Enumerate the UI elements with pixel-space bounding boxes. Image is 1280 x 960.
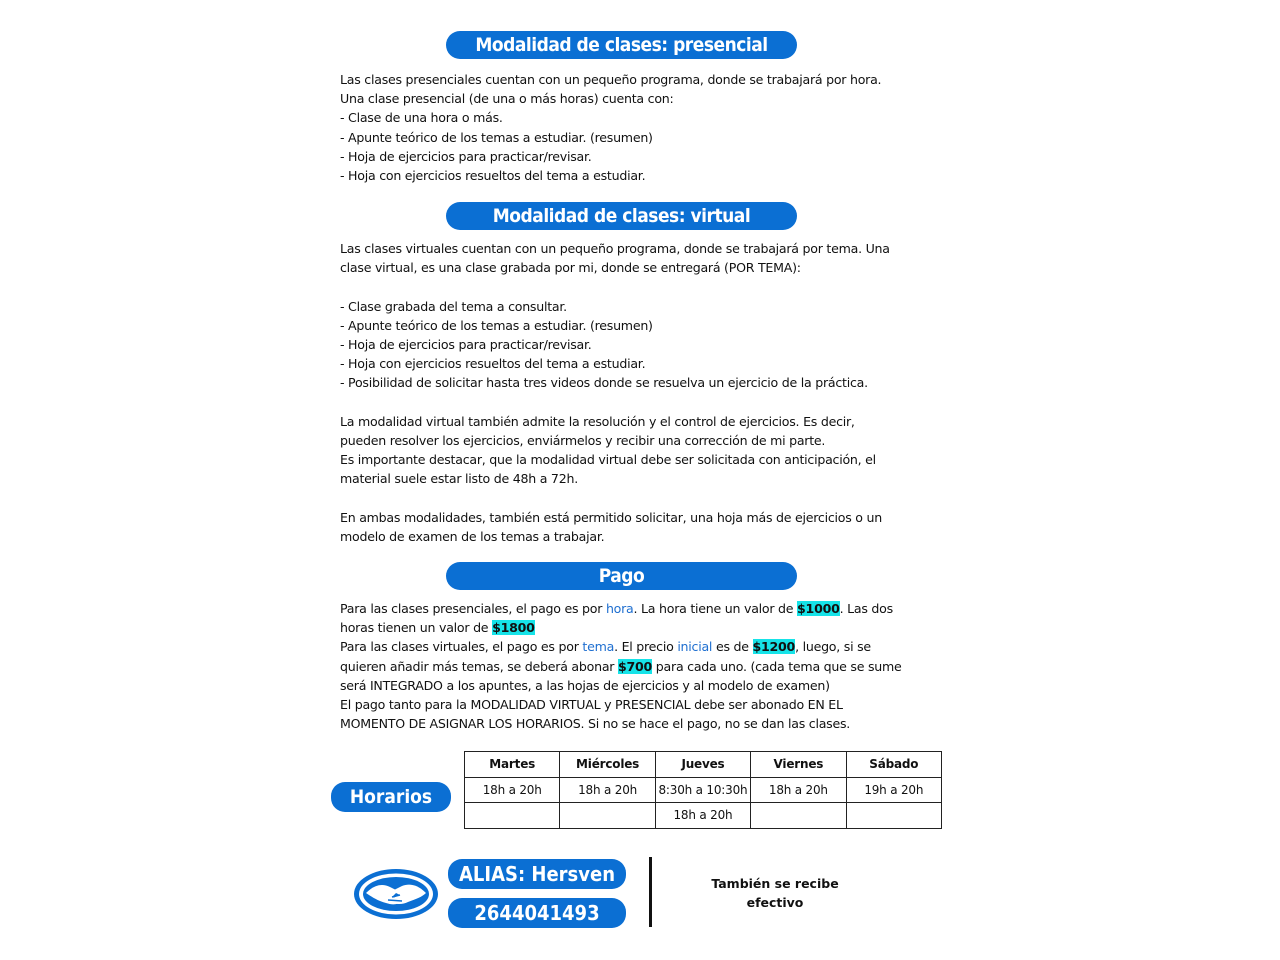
schedule-cell: 18h a 20h — [465, 777, 560, 803]
schedule-cell: 19h a 20h — [846, 777, 941, 803]
schedule-cell — [560, 803, 655, 829]
presencial-text — [340, 70, 920, 185]
cash-note: También se recibe efectivo — [711, 876, 839, 910]
price-hora: $1000 — [797, 601, 840, 616]
text-segment: Para las clases presenciales, el pago es por — [340, 601, 606, 616]
schedule-table — [464, 751, 942, 829]
pago-text — [340, 599, 920, 733]
text-line: Las clases presenciales cuentan con un pequeño programa, donde se trabajará por hora. — [340, 72, 882, 87]
schedule-cell: 18h a 20h — [655, 803, 750, 829]
price-dos-horas: $1800 — [492, 620, 535, 636]
text-line: - Clase de una hora o más. — [340, 110, 503, 126]
text-segment: para cada uno. (cada tema que se sume — [652, 658, 902, 674]
phone-badge: 2644041493 — [448, 898, 626, 928]
price-tema-extra: $700 — [617, 658, 653, 674]
day-sabado: Sábado — [846, 752, 941, 778]
schedule-cell: 18h a 20h — [560, 777, 655, 803]
price-inicial: $1200 — [752, 639, 796, 655]
text-line: - Clase grabada del tema a consultar. — [340, 298, 567, 314]
schedule-cell — [846, 803, 941, 829]
text-line: - Posibilidad de solicitar hasta tres videos donde se resuelva un ejercicio de la práctica. — [340, 375, 868, 391]
text-line — [340, 657, 920, 676]
day-miercoles: Miércoles — [560, 752, 655, 778]
text-line: material suele estar listo de 48h a 72h. — [340, 471, 578, 487]
text-segment: , luego, si se — [795, 639, 871, 655]
day-jueves: Jueves — [655, 752, 750, 778]
text-line: - Apunte teórico de los temas a estudiar. (resumen) — [340, 129, 653, 145]
schedule-cell: 8:30h a 10:30h — [655, 777, 750, 803]
keyword-inicial: inicial — [677, 639, 713, 655]
text-segment: . El precio — [614, 639, 678, 655]
text-line: En ambas modalidades, también está permitido solicitar, una hoja más de ejercicios o un — [340, 509, 882, 525]
keyword-tema: tema — [582, 639, 615, 655]
text-line: - Hoja con ejercicios resueltos del tema a estudiar. — [340, 168, 646, 184]
text-line: La modalidad virtual también admite la resolución y el control de ejercicios. Es decir, — [340, 413, 855, 429]
text-segment: es de — [712, 639, 753, 655]
table-header-row — [465, 752, 942, 778]
virtual-text — [340, 239, 920, 546]
text-line — [340, 277, 920, 296]
text-line: pueden resolver los ejercicios, enviármelos y recibir una corrección de mi parte. — [340, 433, 826, 448]
text-line: Las clases virtuales cuentan con un pequeño programa, donde se trabajará por tema. Una — [340, 241, 890, 256]
text-line: - Apunte teórico de los temas a estudiar. (resumen) — [340, 317, 653, 333]
text-line: clase virtual, es una clase grabada por mi, donde se entregará (POR TEMA): — [340, 260, 801, 276]
title-virtual: Modalidad de clases: virtual — [446, 202, 797, 230]
handshake-icon — [352, 867, 440, 921]
text-line — [340, 599, 920, 618]
table-row — [465, 803, 942, 829]
text-line — [340, 637, 920, 656]
text-segment: . Las dos — [839, 601, 893, 616]
text-segment: . La hora tiene un valor de — [633, 601, 798, 616]
alias-badge: ALIAS: Hersven — [448, 859, 626, 889]
text-segment: quieren añadir más temas, se deberá abonar — [340, 658, 618, 674]
schedule-cell — [465, 803, 560, 829]
text-line: Una clase presencial (de una o más horas) cuenta con: — [340, 91, 674, 107]
text-line: El pago tanto para la MODALIDAD VIRTUAL y PRESENCIAL debe ser abonado EN EL — [340, 697, 843, 713]
text-line: Es importante destacar, que la modalidad virtual debe ser solicitada con anticipación, el — [340, 452, 876, 468]
text-line: MOMENTO DE ASIGNAR LOS HORARIOS. Si no se hace el pago, no se dan las clases. — [340, 716, 851, 732]
text-segment: Para las clases virtuales, el pago es por — [340, 639, 583, 655]
text-segment: horas tienen un valor de — [340, 620, 493, 636]
text-line — [340, 618, 920, 637]
title-presencial: Modalidad de clases: presencial — [446, 31, 797, 59]
text-line — [340, 393, 920, 412]
horarios-label: Horarios — [331, 782, 451, 812]
text-line: modelo de examen de los temas a trabajar. — [340, 529, 605, 544]
text-line: - Hoja de ejercicios para practicar/revisar. — [340, 337, 592, 352]
text-line: - Hoja de ejercicios para practicar/revisar. — [340, 148, 592, 164]
keyword-hora: hora — [605, 601, 634, 616]
schedule-cell: 18h a 20h — [751, 777, 846, 803]
day-martes: Martes — [465, 752, 560, 778]
divider — [649, 857, 652, 927]
table-row — [465, 777, 942, 803]
title-pago: Pago — [446, 562, 797, 590]
text-line: - Hoja con ejercicios resueltos del tema a estudiar. — [340, 356, 646, 372]
text-line: será INTEGRADO a los apuntes, a las hojas de ejercicios y al modelo de examen) — [340, 677, 830, 693]
day-viernes: Viernes — [751, 752, 846, 778]
text-line — [340, 489, 920, 508]
schedule-cell — [751, 803, 846, 829]
